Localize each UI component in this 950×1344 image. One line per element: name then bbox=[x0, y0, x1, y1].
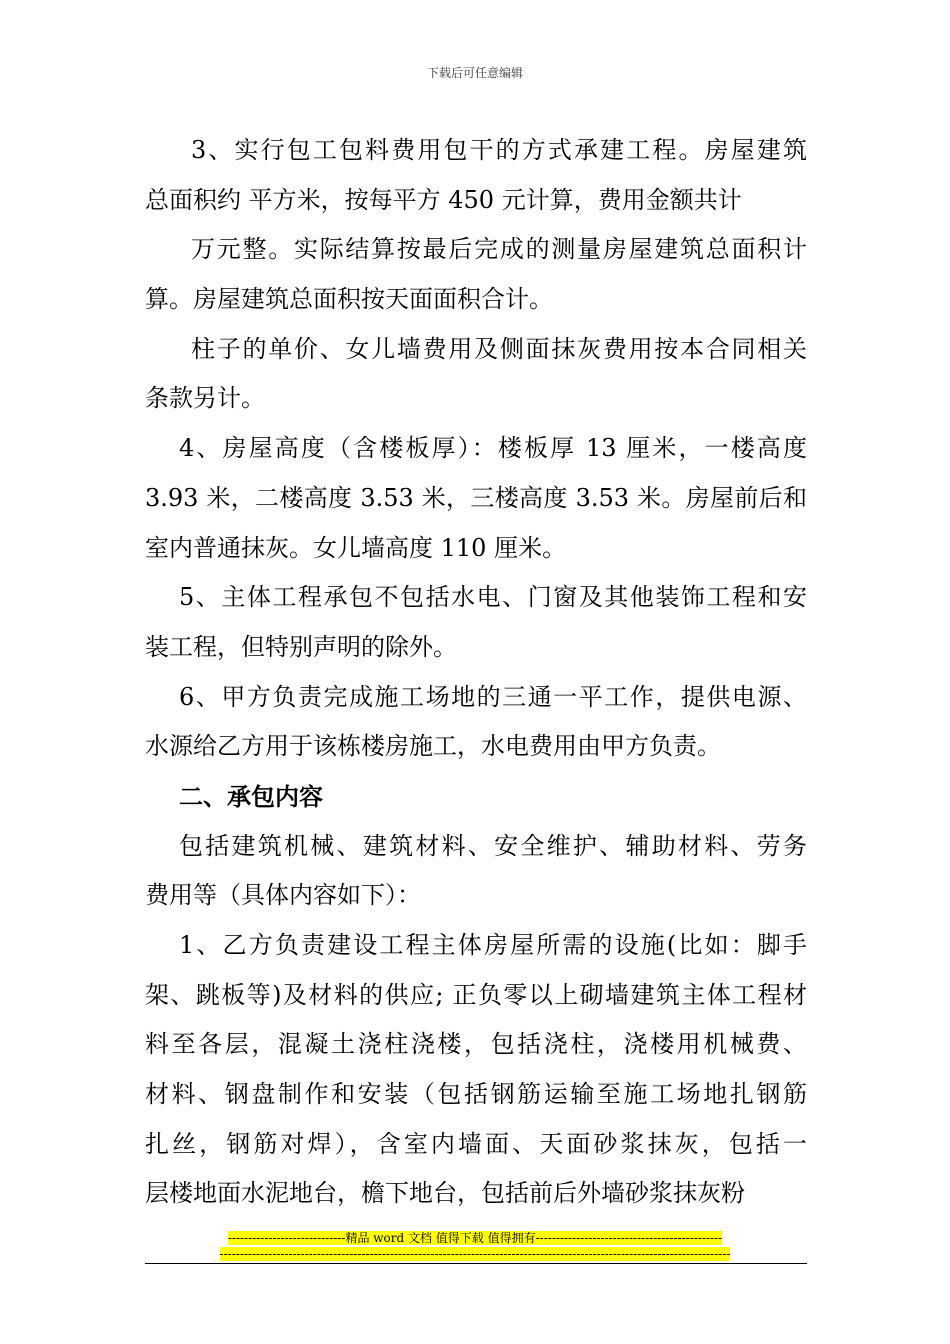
footer-dashes bbox=[0, 1246, 950, 1262]
footer-banner bbox=[0, 1230, 950, 1246]
paragraph-line: 3、实行包工包料费用包干的方式承建工程。房屋建筑 bbox=[191, 136, 807, 164]
paragraph-line: 算。房屋建筑总面积按天面面积合计。 bbox=[145, 285, 553, 314]
footer-dashes-text: ------------------------------------------------------------------------------------------------------------------------------ bbox=[219, 1247, 731, 1261]
paragraph-line: 总面积约 平方米，按每平方 450 元计算，费用金额共计 bbox=[145, 185, 742, 214]
footer-banner-text: -----------------------------精品 word 文档 值得下载 值得拥有---------------------------------------------- bbox=[227, 1231, 723, 1245]
paragraph-line: 装工程，但特别声明的除外。 bbox=[145, 632, 457, 661]
paragraph-line: 包括建筑机械、建筑材料、安全维护、辅助材料、劳务 bbox=[179, 831, 807, 860]
paragraph-line: 5、主体工程承包不包括水电、门窗及其他装饰工程和安 bbox=[179, 583, 807, 612]
paragraph-line: 费用等（具体内容如下）： bbox=[145, 881, 421, 910]
paragraph-line: 层楼地面水泥地台，檐下地台，包括前后外墙砂浆抹灰粉 bbox=[145, 1179, 745, 1208]
paragraph-line: 柱子的单价、女儿墙费用及侧面抹灰费用按本合同相关 bbox=[191, 334, 807, 363]
paragraph-line: 架、跳板等)及材料的供应; 正负零以上砌墙建筑主体工程材 bbox=[145, 980, 807, 1009]
paragraph-line: 万元整。实际结算按最后完成的测量房屋建筑总面积计 bbox=[191, 235, 807, 264]
document-body bbox=[145, 126, 807, 1219]
paragraph-line: 扎丝，钢筋对焊），含室内墙面、天面砂浆抹灰，包括一 bbox=[145, 1129, 807, 1158]
paragraph-line: 材料、钢盘制作和安装（包括钢筋运输至施工场地扎钢筋 bbox=[145, 1080, 807, 1109]
paragraph-line: 3.93 米，二楼高度 3.53 米，三楼高度 3.53 米。房屋前后和 bbox=[145, 483, 807, 512]
paragraph-line: 料至各层，混凝土浇柱浇楼，包括浇柱，浇楼用机械费、 bbox=[145, 1030, 807, 1059]
footer-rule bbox=[145, 1263, 807, 1264]
paragraph-line: 室内普通抹灰。女儿墙高度 110 厘米。 bbox=[145, 533, 567, 562]
paragraph-line: 条款另计。 bbox=[145, 384, 265, 413]
section-heading: 二、承包内容 bbox=[179, 781, 323, 811]
paragraph-line: 水源给乙方用于该栋楼房施工，水电费用由甲方负责。 bbox=[145, 732, 721, 761]
paragraph-line: 4、房屋高度（含楼板厚）：楼板厚 13 厘米，一楼高度 bbox=[179, 434, 807, 463]
page-header: 下载后可任意编辑 bbox=[426, 66, 523, 80]
paragraph-line: 6、甲方负责完成施工场地的三通一平工作，提供电源、 bbox=[179, 682, 807, 711]
paragraph-line: 1、乙方负责建设工程主体房屋所需的设施(比如：脚手 bbox=[179, 931, 807, 959]
